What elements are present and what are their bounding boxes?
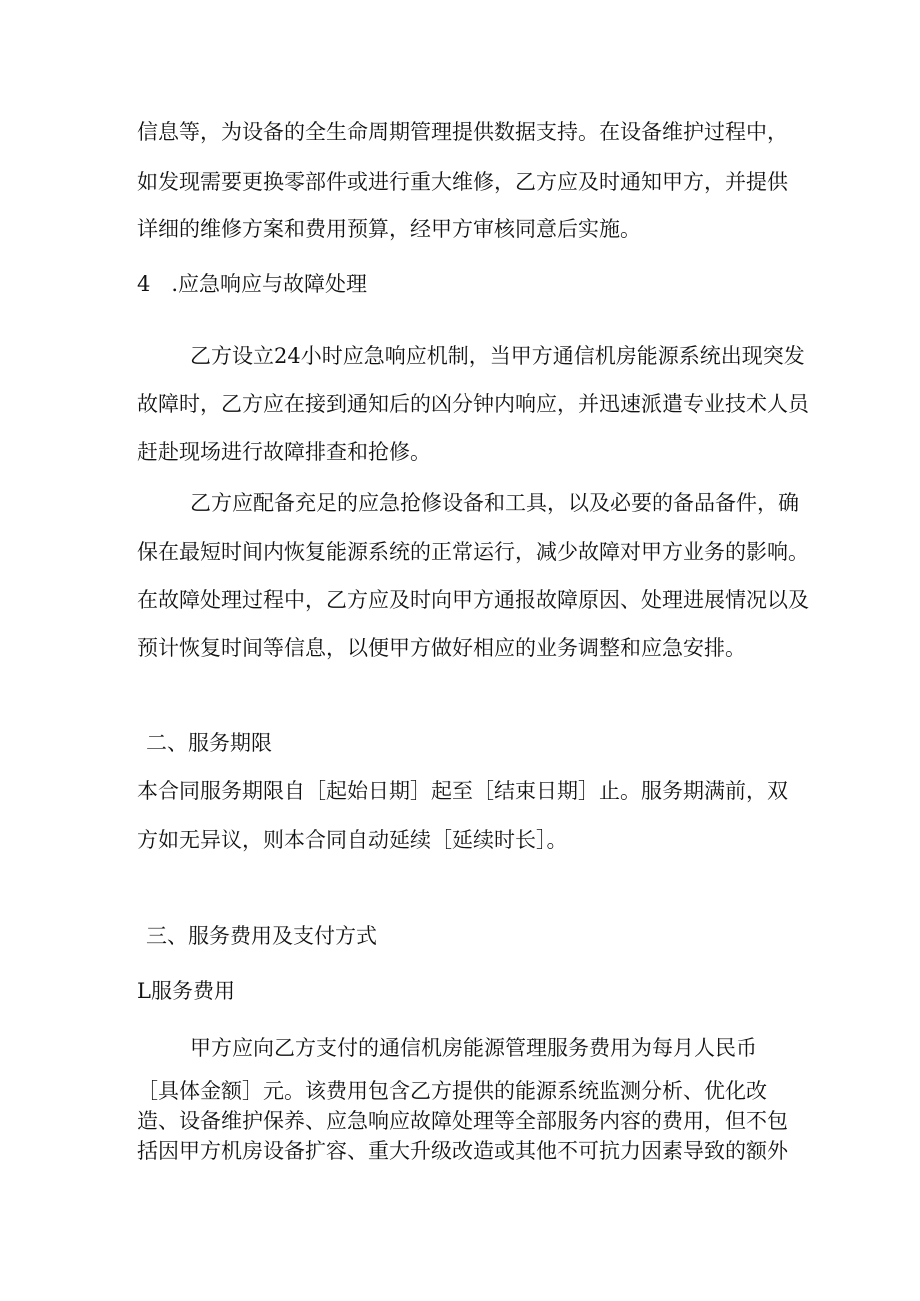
section-subheading: 4 .应急响应与故障处理 [137, 272, 368, 296]
paragraph-line: 保在最短时间内恢复能源系统的正常运行，减少故障对甲方业务的影响。 [137, 540, 809, 564]
paragraph-line: 本合同服务期限自［起始日期］起至［结束日期］止。服务期满前，双 [137, 779, 788, 803]
paragraph-line: 乙方设立24小时应急响应机制，当甲方通信机房能源系统出现突发 [190, 344, 805, 368]
paragraph-line: 预计恢复时间等信息，以便甲方做好相应的业务调整和应急安排。 [137, 636, 746, 660]
paragraph-line: 造、设备维护保养、应急响应故障处理等全部服务内容的费用，但不包 [137, 1109, 788, 1133]
paragraph-line: 在故障处理过程中，乙方应及时向甲方通报故障原因、处理进展情况以及 [137, 588, 809, 612]
paragraph-line: 如发现需要更换零部件或进行重大维修，乙方应及时通知甲方，并提供 [137, 170, 788, 194]
paragraph-line: 乙方应配备充足的应急抢修设备和工具，以及必要的备品备件，确 [190, 491, 799, 515]
paragraph-line: ［具体金额］元。该费用包含乙方提供的能源系统监测分析、优化改 [137, 1079, 767, 1103]
paragraph-line: 方如无异议，则本合同自动延续［延续时长］。 [137, 828, 568, 852]
paragraph-line: 信息等，为设备的全生命周期管理提供数据支持。在设备维护过程中， [137, 120, 788, 144]
section-heading-service-term: 二、服务期限 [146, 731, 272, 755]
paragraph-line: 括因甲方机房设备扩容、重大升级改造或其他不可抗力因素导致的额外 [137, 1139, 788, 1163]
paragraph-line: 甲方应向乙方支付的通信机房能源管理服务费用为每月人民币 [190, 1036, 757, 1060]
paragraph-line: 赶赴现场进行故障排查和抢修。 [137, 440, 431, 464]
section-heading-fees: 三、服务费用及支付方式 [146, 924, 377, 948]
section-subheading: L服务费用 [137, 979, 235, 1003]
paragraph-line: 详细的维修方案和费用预算，经甲方审核同意后实施。 [137, 217, 641, 241]
paragraph-line: 故障时，乙方应在接到通知后的凶分钟内响应，并迅速派遣专业技术人员 [137, 392, 809, 416]
